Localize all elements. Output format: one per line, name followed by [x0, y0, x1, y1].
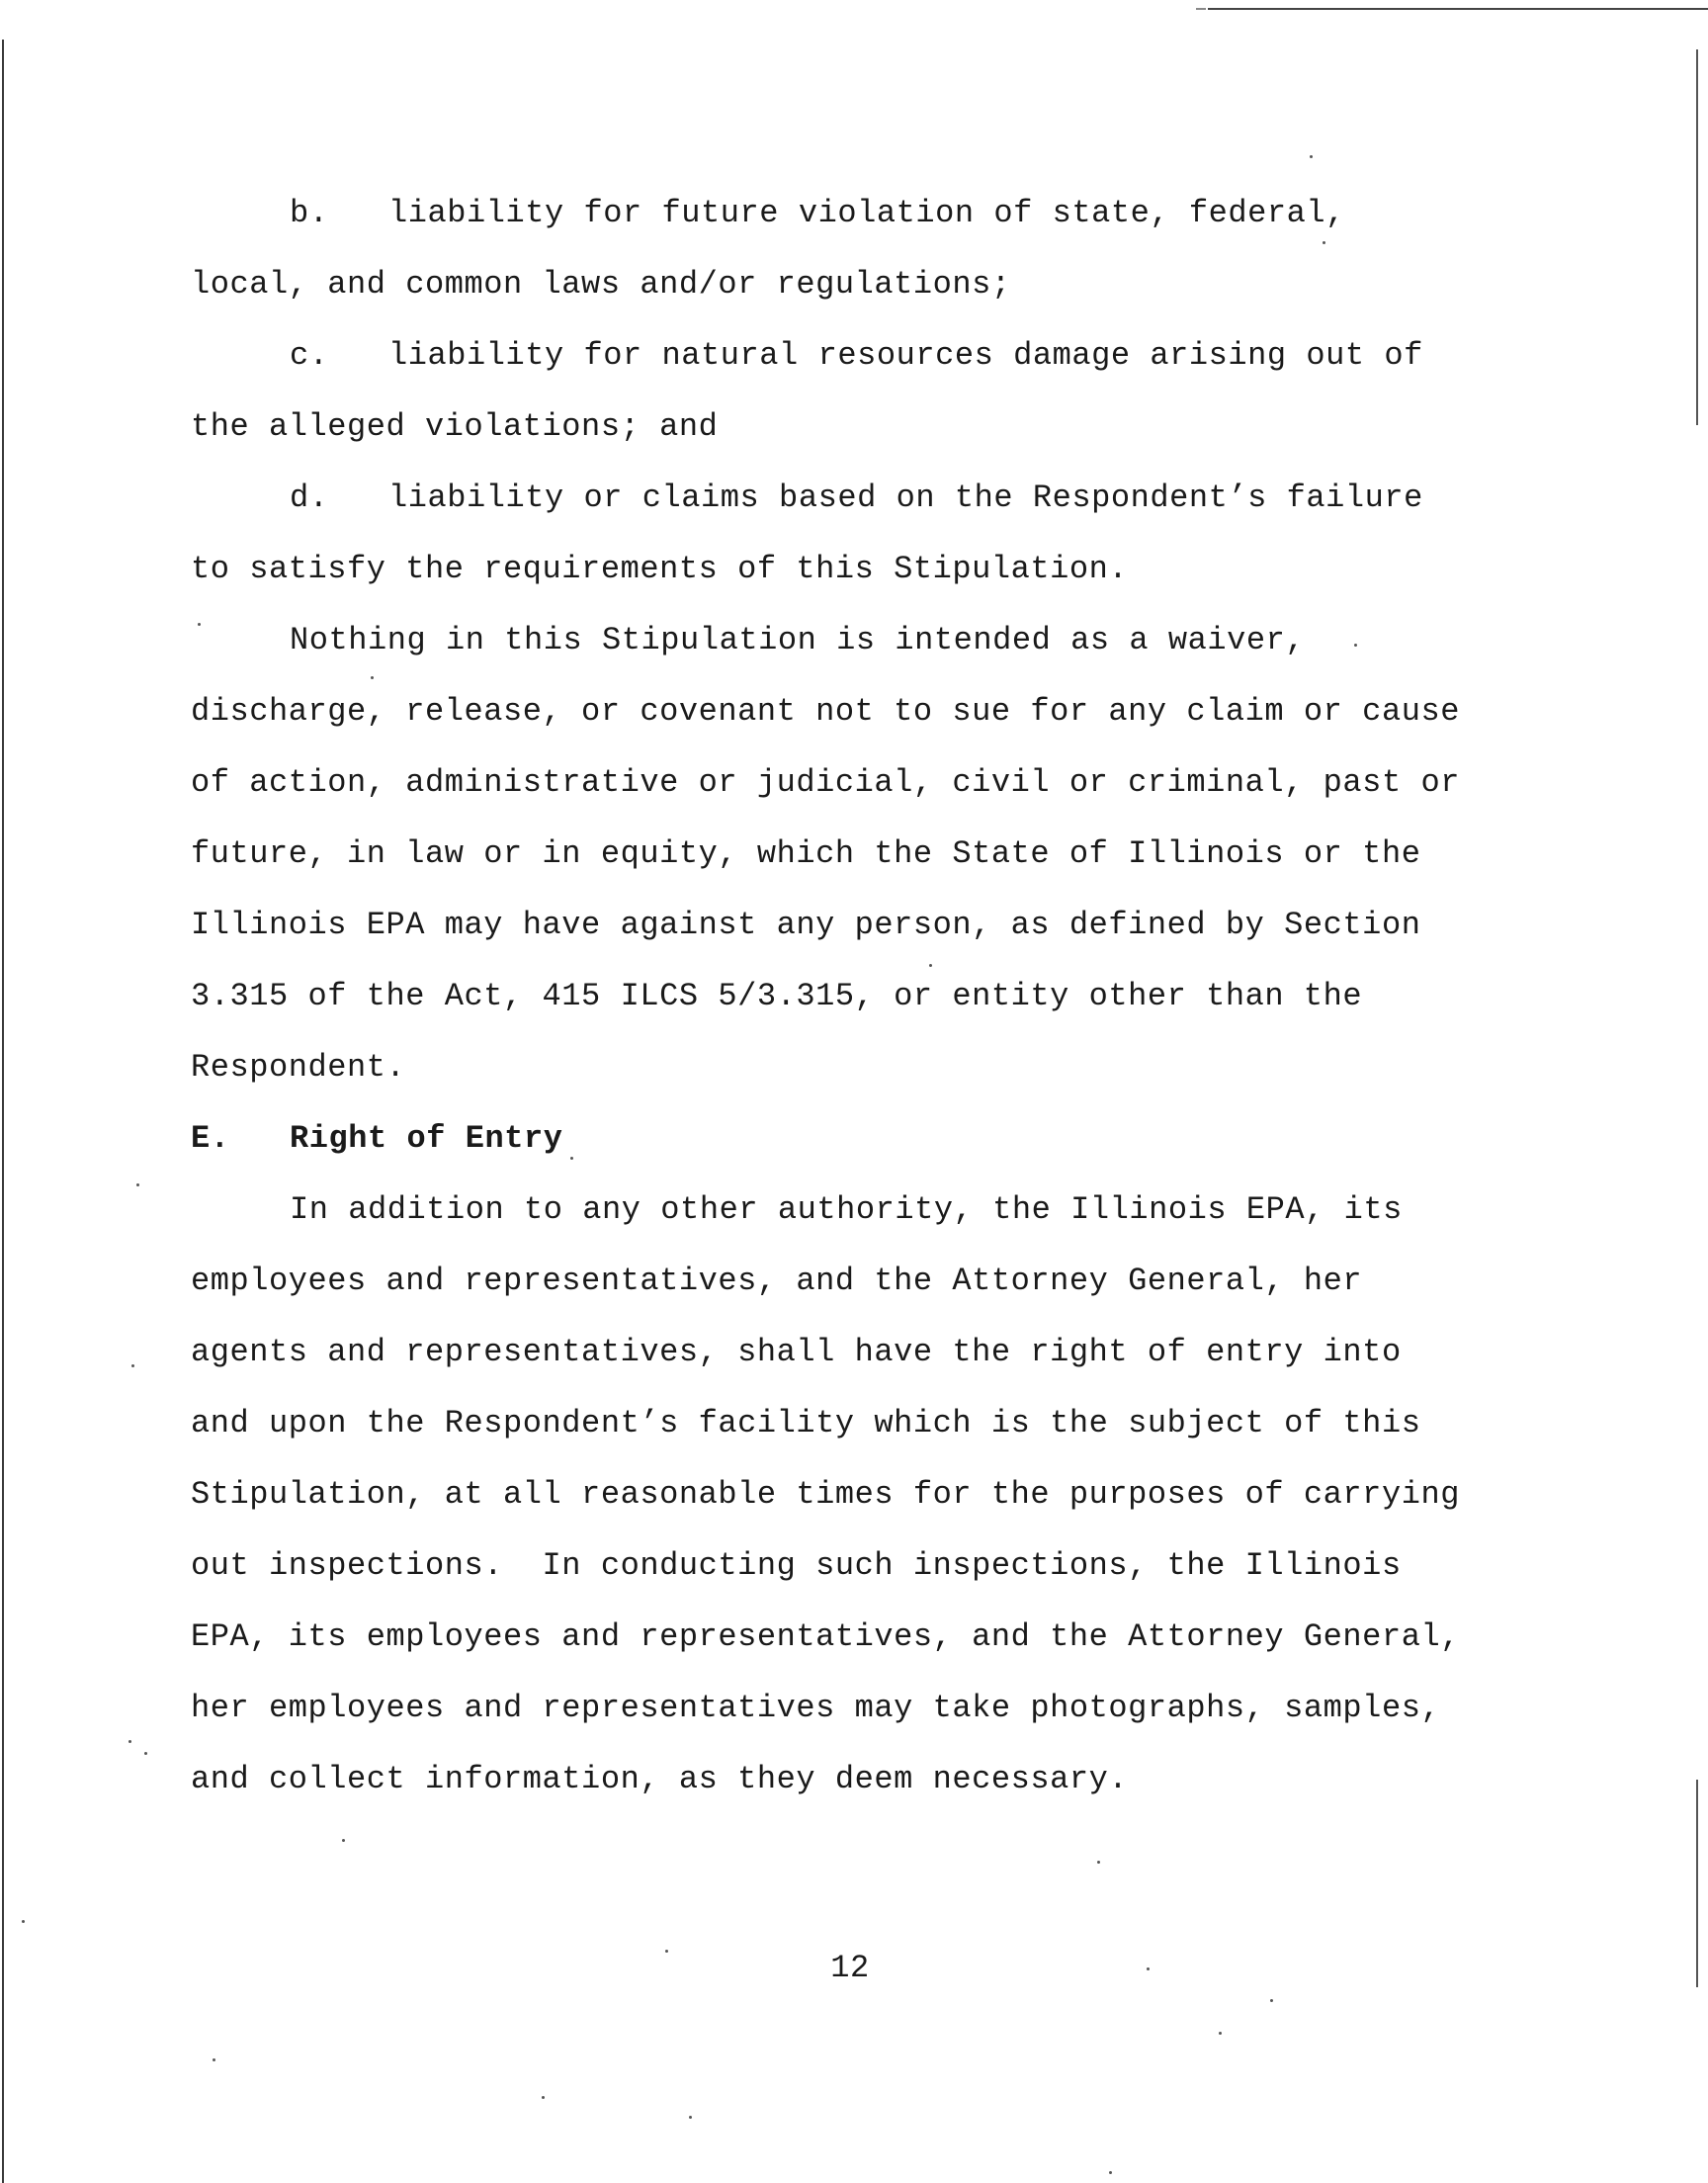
page-number-text: 12 — [830, 1950, 870, 1986]
scan-speck — [144, 1752, 147, 1755]
scan-speck — [1219, 2032, 1222, 2035]
scan-speck — [1097, 1861, 1100, 1864]
scan-speck — [689, 2116, 692, 2119]
scan-speck — [1310, 155, 1313, 158]
waiver-paragraph-line: Illinois EPA may have against any person, as defined by Section — [191, 907, 1421, 943]
scan-speck — [1109, 2171, 1112, 2174]
scan-speck — [22, 1920, 25, 1923]
entry-paragraph-first-line: In addition to any other authority, the Illinois EPA, its — [290, 1191, 1403, 1228]
list-item-b-first-line — [191, 178, 1515, 249]
entry-paragraph-line: and upon the Respondent’s facility which is the subject of this — [191, 1405, 1421, 1441]
list-item-text: liability or claims based on the Respondent’s failure — [388, 480, 1423, 516]
entry-paragraph-line: employees and representatives, and the Attorney General, her — [191, 1263, 1363, 1299]
list-item-d-continuation: to satisfy the requirements of this Stipulation. — [191, 551, 1129, 587]
list-item-text: liability for natural resources damage arising out of — [388, 337, 1423, 374]
entry-paragraph-line: EPA, its employees and representatives, and the Attorney General, — [191, 1618, 1460, 1655]
scan-edge-top-dash — [1196, 8, 1206, 10]
list-item-letter: b. — [290, 195, 329, 231]
list-item-c-continuation: the alleged violations; and — [191, 408, 719, 445]
scan-edge-left — [2, 40, 4, 2183]
page-number — [0, 1950, 1708, 1986]
list-item-letter: d. — [290, 480, 329, 516]
list-item-c-first-line — [191, 320, 1515, 392]
scan-edge-right-upper — [1696, 49, 1698, 425]
entry-paragraph-line: agents and representatives, shall have the right of entry into — [191, 1334, 1402, 1370]
entry-paragraph-line: Stipulation, at all reasonable times for the purposes of carrying — [191, 1476, 1460, 1513]
section-heading-letter: E. — [191, 1120, 230, 1157]
scan-speck — [131, 1364, 134, 1367]
list-item-letter: c. — [290, 337, 329, 374]
waiver-paragraph-line: 3.315 of the Act, 415 ILCS 5/3.315, or entity other than the — [191, 978, 1363, 1014]
scan-speck — [542, 2096, 545, 2099]
list-item-text: liability for future violation of state, federal, — [388, 195, 1345, 231]
document-body — [191, 178, 1515, 1815]
waiver-paragraph-line: of action, administrative or judicial, civil or criminal, past or — [191, 764, 1460, 801]
waiver-paragraph-line: discharge, release, or covenant not to sue for any claim or cause — [191, 693, 1460, 730]
entry-paragraph-line: and collect information, as they deem necessary. — [191, 1761, 1129, 1797]
entry-paragraph-line: out inspections. In conducting such inspections, the Illinois — [191, 1547, 1402, 1584]
waiver-paragraph-line: future, in law or in equity, which the State of Illinois or the — [191, 835, 1421, 872]
scan-speck — [136, 1183, 139, 1186]
scan-speck — [128, 1740, 131, 1743]
waiver-paragraph-line: Respondent. — [191, 1049, 406, 1086]
list-item-d-first-line — [191, 463, 1515, 534]
scan-speck — [213, 2058, 215, 2061]
waiver-paragraph-first-line: Nothing in this Stipulation is intended as a waiver, — [290, 622, 1306, 658]
scan-speck — [1270, 1999, 1273, 2002]
section-heading-title: Right of Entry — [290, 1120, 563, 1157]
list-item-b-continuation: local, and common laws and/or regulations; — [191, 266, 1011, 303]
entry-paragraph-line: her employees and representatives may take photographs, samples, — [191, 1690, 1441, 1726]
section-heading — [191, 1103, 1515, 1175]
scan-speck — [342, 1839, 345, 1842]
scan-edge-top — [1208, 8, 1708, 10]
